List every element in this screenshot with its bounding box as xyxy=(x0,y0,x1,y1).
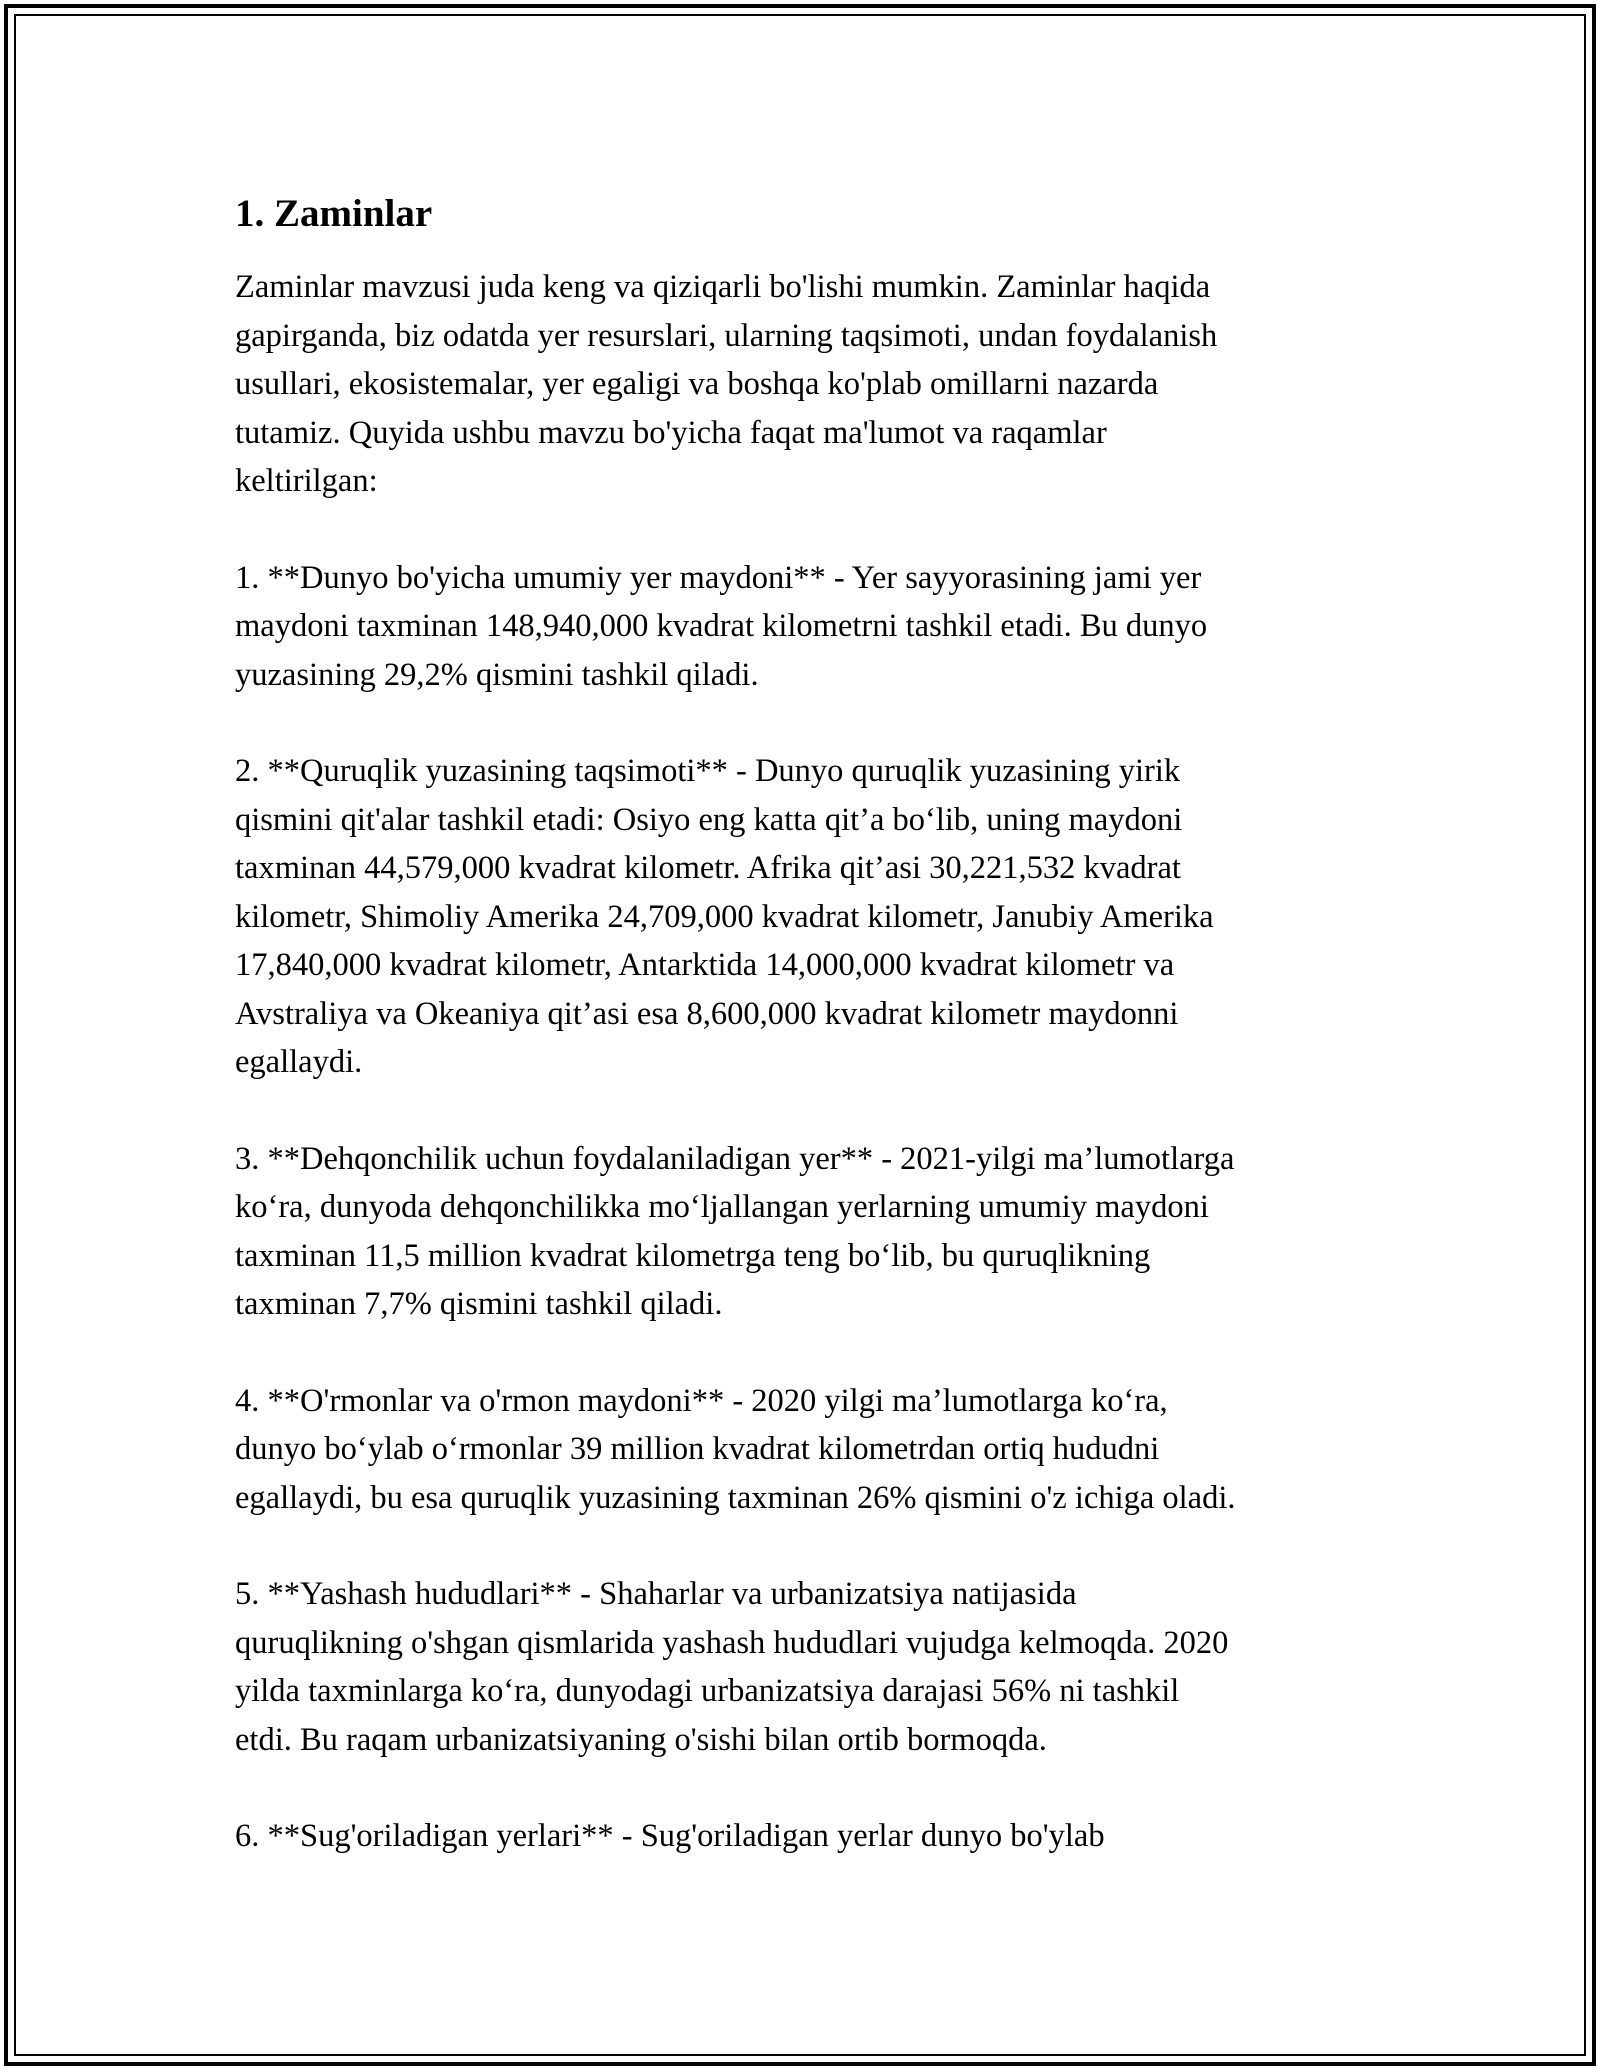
item-forests: 4. **O'rmonlar va o'rmon maydoni** - 2020 yilgi ma’lumotlarga ko‘ra, dunyo bo‘ylab o‘rmonlar 39 million kvadrat kilometrdan ortiq hududni egallaydi, bu esa quruqlik yuzasining taxminan 26% qismini o'z ichiga oladi. xyxy=(235,1382,1236,1516)
document-body xyxy=(235,185,1375,1909)
item-land-distribution: 2. **Quruqlik yuzasining taqsimoti** - Dunyo quruqlik yuzasining yirik qismini qit'alar tashkil etadi: Osiyo eng katta qit’a bo‘lib, uning maydoni taxminan 44,579,000 kvadrat kilometr. Afrika qit’asi 30,221,532 kvadrat kilometr, Shimoliy Amerika 24,709,000 kvadrat kilometr, Janubiy Amerika 17,840,000 kvadrat kilometr, Antarktida 14,000,000 kvadrat kilometr va Avstraliya va Okeaniya qit’asi esa 8,600,000 kvadrat kilometr maydonni egallaydi. xyxy=(235,753,1214,1080)
intro-paragraph: Zaminlar mavzusi juda keng va qiziqarli bo'lishi mumkin. Zaminlar haqida gapirganda, biz odatda yer resurslari, ularning taqsimoti, undan foydalanish usullari, ekosistemalar, yer egaligi va boshqa ko'plab omillarni nazarda tutamiz. Quyida ushbu mavzu bo'yicha faqat ma'lumot va raqamlar keltirilgan: xyxy=(235,269,1218,499)
section-heading: 1. Zaminlar xyxy=(235,192,433,235)
item-irrigated-land: 6. **Sug'oriladigan yerlari** - Sug'oriladigan yerlar dunyo bo'ylab xyxy=(235,1818,1105,1854)
item-agricultural-land: 3. **Dehqonchilik uchun foydalaniladigan yer** - 2021-yilgi ma’lumotlarga ko‘ra, dunyoda dehqonchilikka mo‘ljallangan yerlarning umumiy maydoni taxminan 11,5 million kvadrat kilometrga teng bo‘lib, bu quruqlikning taxminan 7,7% qismini tashkil qiladi. xyxy=(235,1140,1235,1322)
item-total-land-area: 1. **Dunyo bo'yicha umumiy yer maydoni** - Yer sayyorasining jami yer maydoni taxminan 148,940,000 kvadrat kilometrni tashkil etadi. Bu dunyo yuzasining 29,2% qismini tashkil qiladi. xyxy=(235,559,1208,693)
item-settlements: 5. **Yashash hududlari** - Shaharlar va urbanizatsiya natijasida quruqlikning o'shgan qismlarida yashash hududlari vujudga kelmoqda. 2020 yilda taxminlarga ko‘ra, dunyodagi urbanizatsiya darajasi 56% ni tashkil etdi. Bu raqam urbanizatsiyaning o'sishi bilan ortib bormoqda. xyxy=(235,1576,1229,1758)
